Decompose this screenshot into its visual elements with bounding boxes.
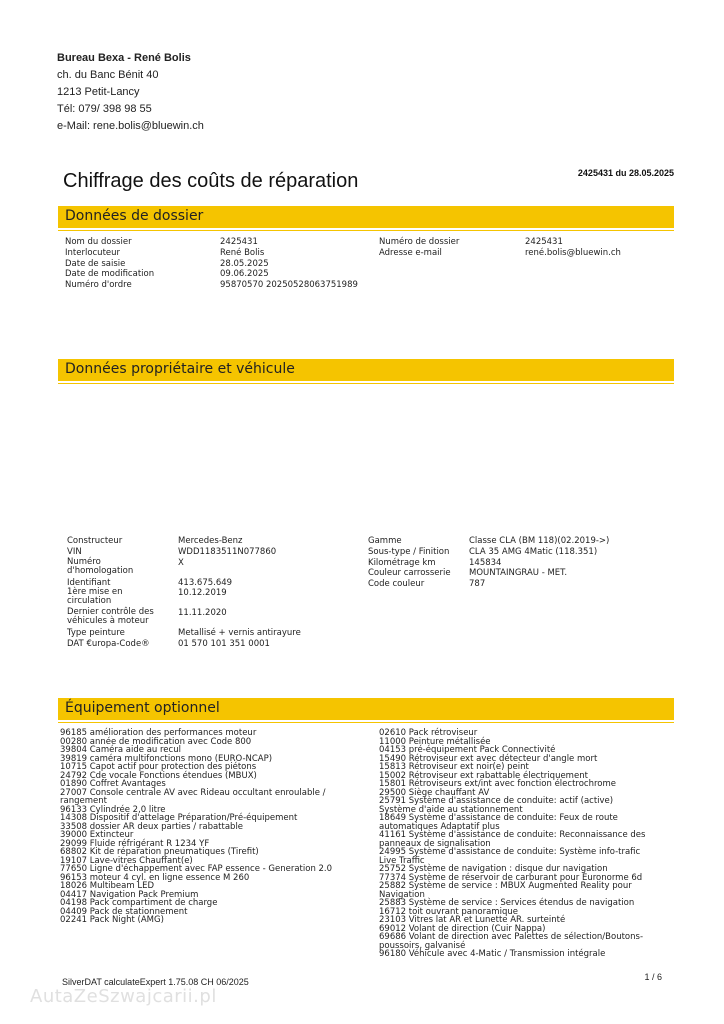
- footer-software: SilverDAT calculateExpert 1.75.08 CH 06/2025: [62, 977, 249, 987]
- equipment-item: 19107 Lave-vitres Chauffant(e): [60, 855, 193, 866]
- sender-name: Bureau Bexa - René Bolis: [57, 52, 191, 64]
- section-header-equipment: [58, 698, 674, 720]
- equipment-item: 27007 Console centrale AV avec Rideau occultant enroulable / rangement: [60, 787, 326, 806]
- sender-city: 1213 Petit-Lancy: [57, 86, 140, 98]
- equipment-item: 33508 dossier AR deux parties / rabattable: [60, 821, 244, 832]
- field-label: Kilométrage km: [368, 557, 436, 568]
- field-label: Interlocuteur: [65, 247, 121, 258]
- field-row: [368, 558, 668, 569]
- field-value: rené.bolis@bluewin.ch: [525, 247, 621, 258]
- field-label: Date de saisie: [65, 258, 126, 269]
- equipment-item: 23103 Vitres lat AR et Lunette AR. surteinté: [379, 915, 566, 925]
- equipment-item: 25883 Système de service : Services étendus de navigation: [379, 898, 635, 908]
- field-value: 28.05.2025: [220, 258, 269, 269]
- field-row: [67, 628, 367, 639]
- equipment-item: 39804 Caméra aide au recul: [60, 745, 181, 755]
- equipment-item: 39000 Extincteur: [60, 830, 134, 840]
- field-value: 413.675.649: [178, 577, 233, 588]
- watermark-logo: AutaZeSzwajcarii.pl: [30, 986, 217, 1007]
- vehicle-fields-left: [67, 536, 367, 650]
- equipment-item: 02610 Pack rétroviseur: [379, 728, 478, 738]
- dossier-fields-left: [65, 237, 365, 291]
- field-value: 145834: [469, 557, 502, 568]
- field-value: 11.11.2020: [178, 608, 227, 619]
- equipment-item: 10715 Capot actif pour protection des piétons: [60, 762, 257, 772]
- equipment-item: 11000 Peinture métallisée: [379, 736, 491, 747]
- field-row: [379, 248, 679, 259]
- section-title: Données propriétaire et véhicule: [65, 361, 295, 377]
- document-title: Chiffrage des coûts de réparation: [63, 170, 359, 192]
- equipment-item: 18026 Multibeam LED: [60, 881, 154, 891]
- field-value: MOUNTAINGRAU - MET.: [469, 568, 568, 579]
- field-row: [67, 547, 367, 558]
- field-label: Sous-type / Finition: [368, 546, 450, 557]
- section-title: Équipement optionnel: [65, 700, 220, 716]
- field-value: 787: [469, 579, 486, 590]
- field-value: WDD1183511N077860: [178, 546, 277, 557]
- field-label: Identifiant: [67, 577, 111, 588]
- field-value: René Bolis: [220, 247, 265, 258]
- field-value: CLA 35 AMG 4Matic (118.351): [469, 546, 598, 557]
- equipment-item: 02241 Pack Night (AMG): [60, 915, 164, 925]
- field-value: 10.12.2019: [178, 588, 227, 599]
- field-row: [65, 259, 365, 270]
- sender-email: e-Mail: rene.bolis@bluewin.ch: [57, 120, 204, 132]
- field-label: Numéro de dossier: [379, 237, 460, 247]
- equipment-item: 18649 Système d'assistance de conduite: Feux de route automatiques Adaptatif plus: [379, 813, 618, 832]
- equipment-item: 25791 Système d'assistance de conduite: actif (active) Système d'aide au stationnement: [379, 796, 614, 815]
- field-value: Metallisé + vernis antirayure: [178, 628, 301, 639]
- field-label: Adresse e-mail: [379, 247, 442, 258]
- equipment-item: 96153 moteur 4 cyl. en ligne essence M 260: [60, 872, 250, 883]
- document-reference: 2425431 du 28.05.2025: [577, 168, 674, 178]
- equipment-item: 01890 Coffret Avantages: [60, 779, 166, 789]
- field-value: 2425431: [525, 237, 563, 247]
- field-label: Numéro d'homologation: [67, 556, 134, 576]
- equipment-item: 96180 Véhicule avec 4-Matic / Transmission intégrale: [379, 949, 606, 959]
- field-label: Date de modification: [65, 269, 155, 280]
- field-row: [65, 269, 365, 280]
- equipment-item: 25752 Système de navigation : disque dur navigation: [379, 864, 608, 874]
- equipment-item: 15813 Rétroviseur ext noir(e) peint: [379, 762, 529, 772]
- equipment-item: 68802 Kit de réparation pneumatiques (Tirefit): [60, 847, 259, 857]
- equipment-item: 29099 Fluide réfrigérant R 1234 YF: [60, 838, 210, 849]
- field-row: [368, 579, 668, 590]
- field-row: [67, 536, 367, 547]
- equipment-item: 69686 Volant de direction avec Palettes de sélection/Boutons-poussoirs, galvanisé: [379, 932, 644, 951]
- field-label: Constructeur: [67, 536, 123, 546]
- equipment-item: 04409 Pack de stationnement: [60, 906, 188, 917]
- section-rule: [58, 383, 674, 384]
- equipment-list-left: [60, 729, 350, 925]
- equipment-item: 41161 Système d'assistance de conduite: Reconnaissance des panneaux de signalisation: [379, 830, 646, 849]
- field-row: [67, 608, 367, 628]
- field-label: Dernier contrôle des véhicules à moteur: [67, 607, 154, 627]
- equipment-item: 16712 toit ouvrant panoramique: [379, 906, 518, 917]
- field-value: Mercedes-Benz: [178, 536, 243, 546]
- equipment-item: 15801 Rétroviseurs ext/int avec fonction électrochrome: [379, 779, 616, 789]
- equipment-item: 00280 année de modification avec Code 800: [60, 736, 252, 747]
- equipment-item: 77650 Ligne d'échappement avec FAP essence - Generation 2.0: [60, 864, 333, 874]
- equipment-item: 04153 pré-équipement Pack Connectivité: [379, 745, 556, 755]
- section-rule: [58, 230, 674, 231]
- field-row: [65, 237, 365, 248]
- equipment-item: 69012 Volant de direction (Cuir Nappa): [379, 923, 546, 934]
- field-row: [368, 568, 668, 579]
- equipment-item: 14308 Dispositif d'attelage Préparation/Pré-équipement: [60, 813, 298, 823]
- field-row: [368, 547, 668, 558]
- section-title: Données de dossier: [65, 208, 204, 224]
- equipment-item: 29500 Siège chauffant AV: [379, 787, 490, 798]
- field-value: X: [178, 557, 184, 568]
- field-label: Type peinture: [67, 628, 125, 639]
- section-header-dossier: [58, 206, 674, 228]
- equipment-item: 25882 Système de service : MBUX Augmented Reality pour Navigation: [379, 881, 632, 900]
- equipment-item: 15002 Rétroviseur ext rabattable électriquement: [379, 770, 588, 781]
- equipment-item: 96185 amélioration des performances moteur: [60, 728, 257, 738]
- vehicle-fields-right: [368, 536, 668, 590]
- equipment-item: 24995 Système d'assistance de conduite: Système info-trafic Live Traffic: [379, 847, 641, 866]
- field-value: 2425431: [220, 237, 258, 247]
- equipment-item: 77374 Système de réservoir de carburant pour Euronorme 6d: [379, 872, 643, 883]
- equipment-item: 24792 Cde vocale Fonctions étendues (MBUX): [60, 770, 257, 781]
- field-value: 95870570 20250528063751989: [220, 280, 358, 291]
- equipment-item: 39819 caméra multifonctions mono (EURO-NCAP): [60, 753, 273, 764]
- field-label: VIN: [67, 546, 82, 557]
- field-label: Code couleur: [368, 579, 425, 590]
- field-row: [67, 558, 367, 578]
- field-value: 09.06.2025: [220, 269, 269, 280]
- field-row: [67, 639, 367, 650]
- equipment-item: 15490 Rétroviseur ext avec détecteur d'angle mort: [379, 753, 598, 764]
- equipment-item: 04198 Pack compartiment de charge: [60, 898, 218, 908]
- field-row: [368, 536, 668, 547]
- equipment-item: 96133 Cylindrée 2,0 litre: [60, 804, 166, 815]
- dossier-fields-right: [379, 237, 679, 259]
- sender-phone: Tél: 079/ 398 98 55: [57, 103, 152, 115]
- field-row: [379, 237, 679, 248]
- equipment-item: 04417 Navigation Pack Premium: [60, 889, 199, 900]
- sender-address: [57, 50, 204, 135]
- field-label: Gamme: [368, 536, 402, 546]
- field-row: [67, 588, 367, 608]
- section-header-vehicle: [58, 359, 674, 381]
- field-label: Couleur carrosserie: [368, 568, 451, 579]
- field-label: 1ère mise en circulation: [67, 587, 123, 607]
- field-row: [65, 280, 365, 291]
- field-label: Numéro d'ordre: [65, 280, 132, 291]
- section-rule: [58, 722, 674, 723]
- page-number: 1 / 6: [644, 972, 662, 982]
- field-value: Classe CLA (BM 118)(02.2019->): [469, 536, 610, 546]
- field-label: DAT €uropa-Code®: [67, 639, 150, 650]
- sender-street: ch. du Banc Bénit 40: [57, 69, 159, 81]
- equipment-list-right: [379, 729, 647, 959]
- field-label: Nom du dossier: [65, 237, 132, 247]
- field-row: [65, 248, 365, 259]
- field-value: 01 570 101 351 0001: [178, 639, 270, 650]
